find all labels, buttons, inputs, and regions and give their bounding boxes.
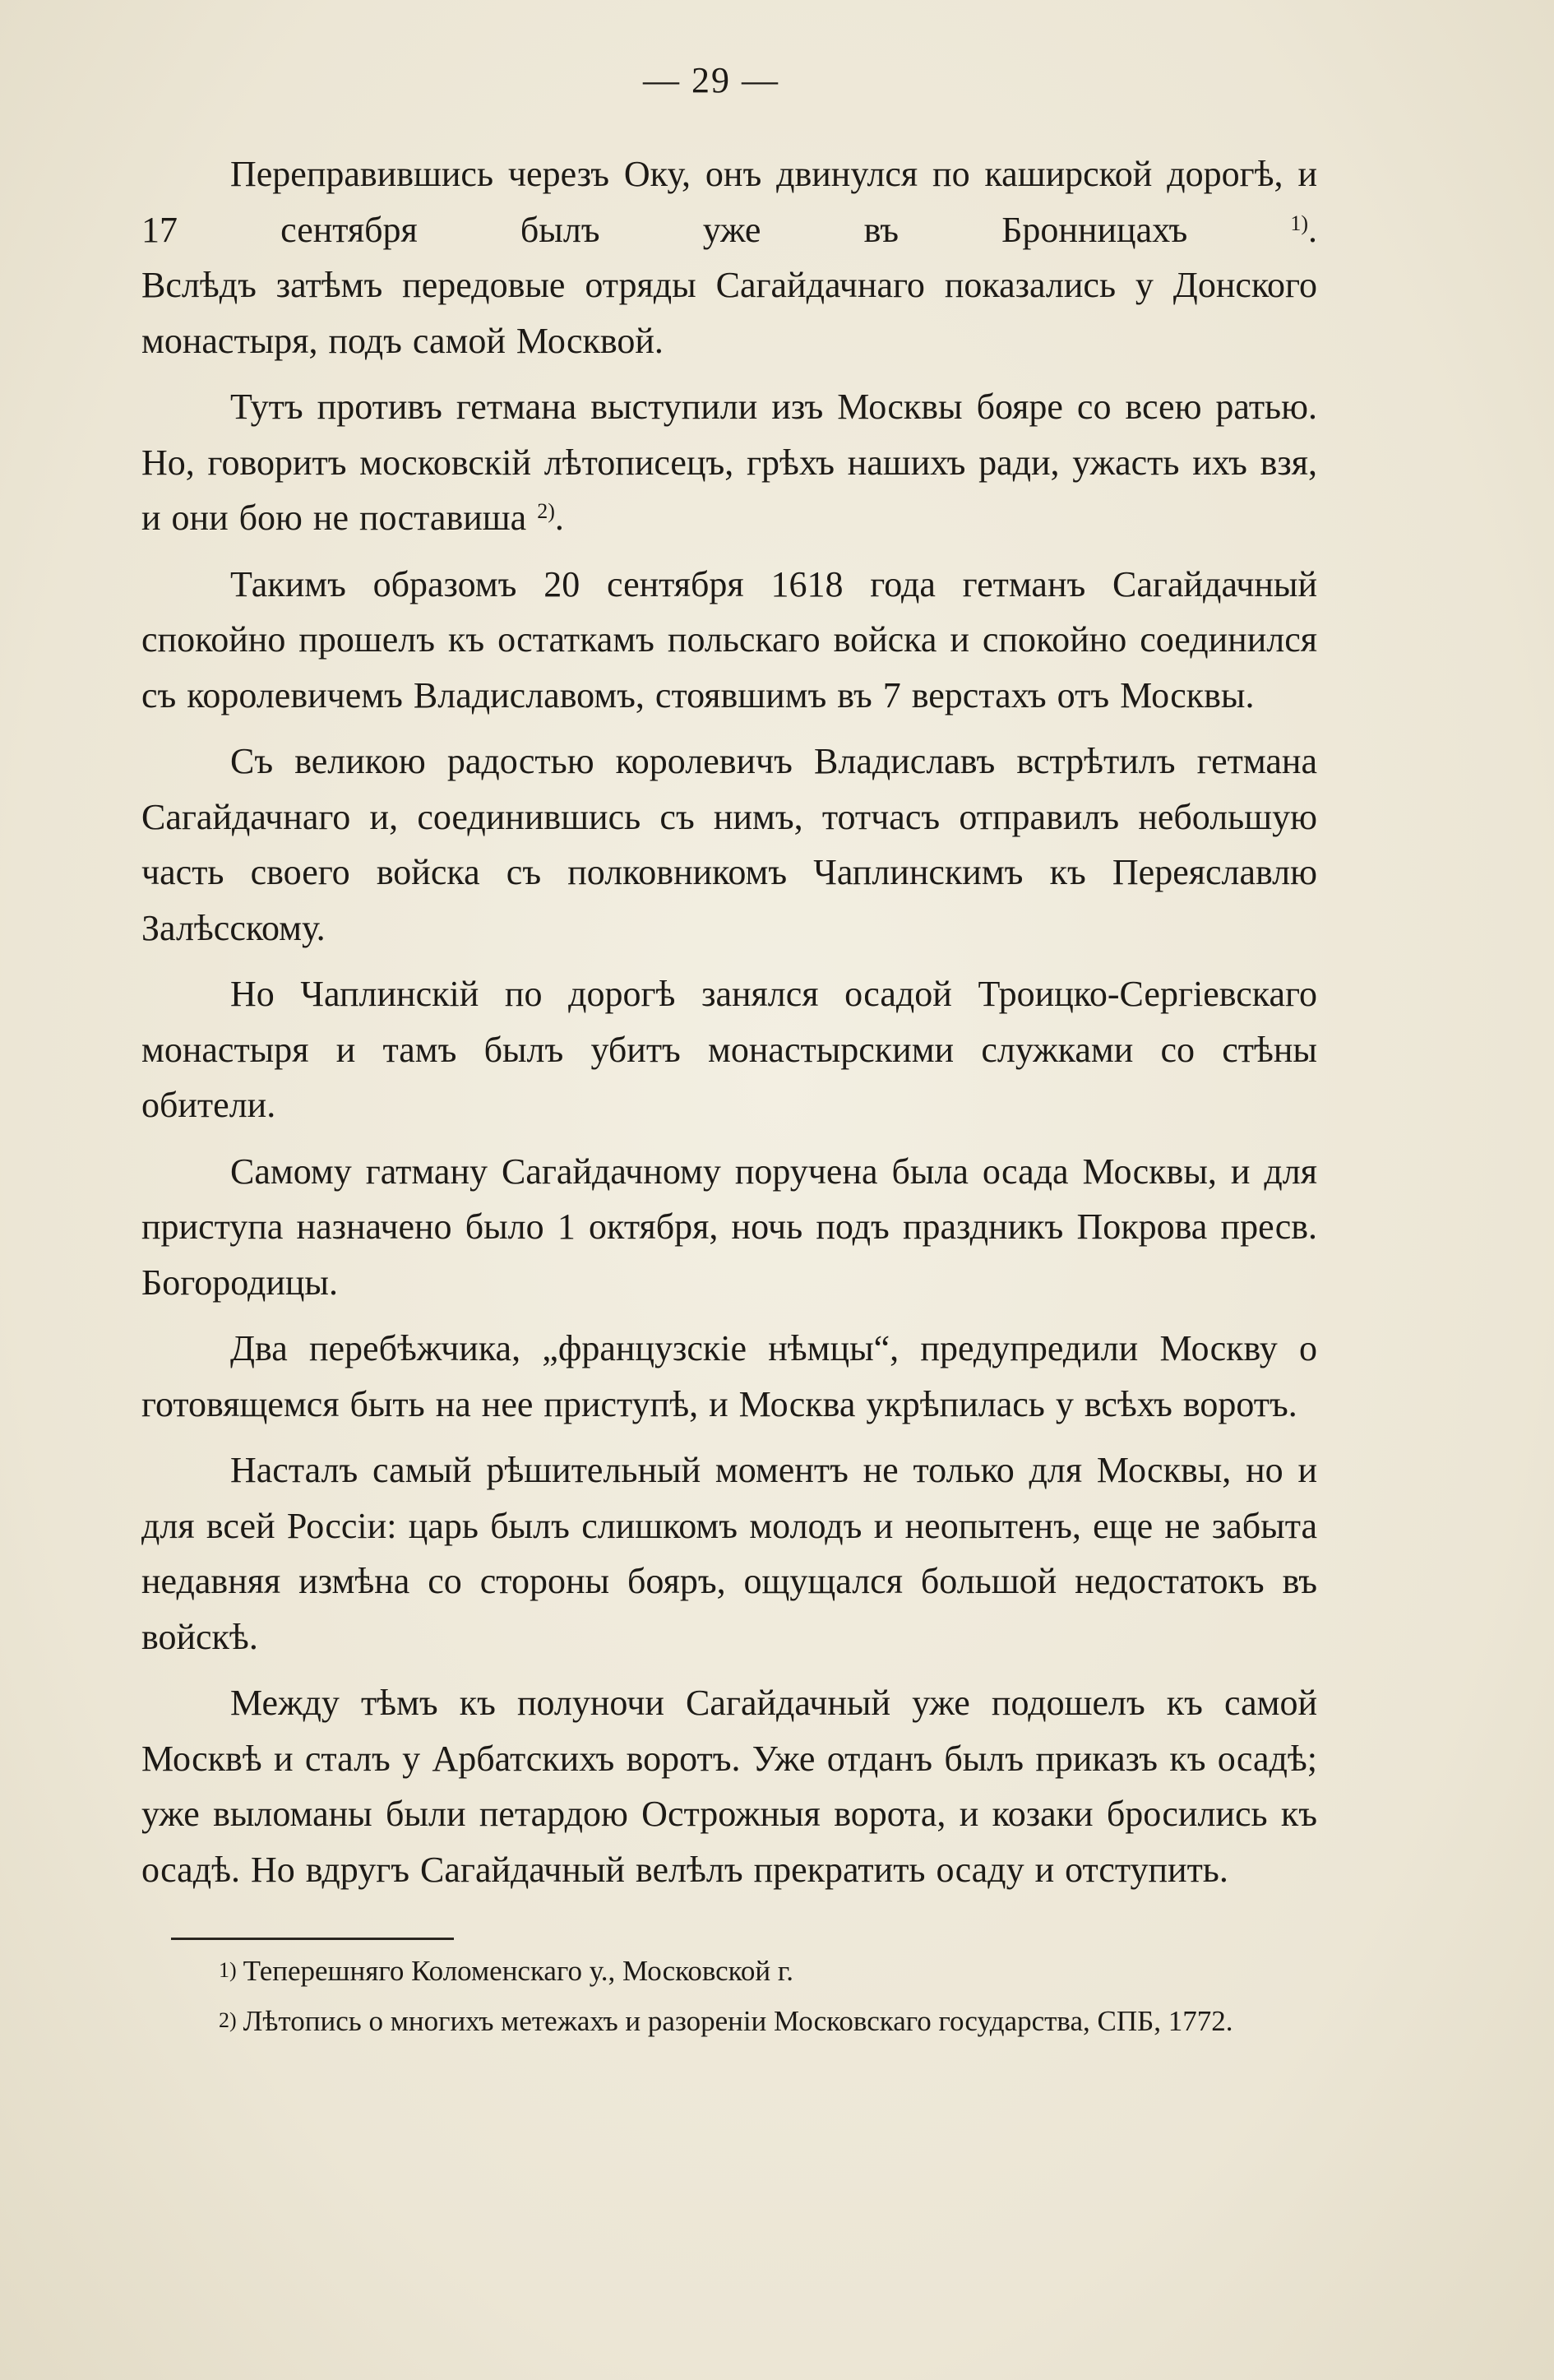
footnote-text: Лѣтопись о многихъ метежахъ и разореніи Московскаго государства, СПБ, 1772.: [243, 2005, 1233, 2037]
paragraph-text: Переправившись черезъ Оку, онъ двинулся по каширской дорогѣ, и 17 сентября былъ уже въ Бронницахъ: [141, 154, 1317, 250]
footnote-text: Теперешняго Коломенскаго у., Московской г.: [243, 1955, 794, 1987]
paragraph: Самому гатману Сагайдачному поручена была осада Москвы, и для приступа назначено было 1 октября, ночь подъ праздникъ Покрова пресв. Богородицы.: [141, 1151, 1317, 1303]
paragraph-tail: .: [1308, 209, 1317, 250]
paragraph-text: Тутъ противъ гетмана выступили изъ Москвы бояре со всею ратью. Но, говоритъ московскій лѣтописецъ, грѣхъ нашихъ ради, ужасть ихъ взя, и они бою не поставиша: [141, 387, 1317, 538]
footnotes: [141, 1947, 1317, 2048]
paragraph-text: Вслѣдъ затѣмъ передовые отряды Сагайдачнаго показались у Донского монастыря, подъ самой Москвой.: [141, 265, 1317, 361]
footnote: [141, 1947, 1317, 1998]
paragraph: Два перебѣжчика, „французскіе нѣмцы“, предупредили Москву о готовящемся быть на нее приступѣ, и Москва укрѣпилась у всѣхъ воротъ.: [141, 1328, 1317, 1424]
main-text: [141, 146, 1317, 1908]
page-number: — 29 —: [643, 60, 779, 100]
paragraph: [141, 146, 1317, 257]
footnote-ref: 2): [537, 499, 555, 523]
paragraph: Такимъ образомъ 20 сентября 1618 года гетманъ Сагайдачный спокойно прошелъ къ остаткамъ польскаго войска и спокойно соединился съ королевичемъ Владиславомъ, стоявшимъ въ 7 верстахъ отъ Москвы.: [141, 563, 1317, 715]
footnote-divider: [171, 1938, 454, 1940]
footnote-mark: 1): [219, 1958, 237, 1982]
paragraph: Между тѣмъ къ полуночи Сагайдачный уже подошелъ къ самой Москвѣ и сталъ у Арбатскихъ воротъ. Уже отданъ былъ приказъ къ осадѣ; уже выломаны были петардою Острожныя ворота, и козаки бросились къ осадѣ. Но вдругъ Сагайдачный велѣлъ прекратить осаду и отступить.: [141, 1683, 1317, 1890]
paragraph: Съ великою радостью королевичъ Владиславъ встрѣтилъ гетмана Сагайдачнаго и, соединившись съ нимъ, тотчасъ отправилъ небольшую часть своего войска съ полковникомъ Чаплинскимъ къ Переяславлю Залѣсскому.: [141, 741, 1317, 948]
footnote-mark: 2): [219, 2008, 237, 2032]
footnote-ref: 1): [1290, 211, 1308, 235]
paragraph-tail: .: [554, 498, 564, 538]
paragraph-continued: [141, 257, 1317, 368]
paragraph: [141, 379, 1317, 546]
paragraph: Насталъ самый рѣшительный моментъ не только для Москвы, но и для всей Россіи: царь былъ слишкомъ молодъ и неопытенъ, еще не забыта недавняя измѣна со стороны бояръ, ощущался большой недостатокъ въ войскѣ.: [141, 1450, 1317, 1657]
paragraph: Но Чаплинскій по дорогѣ занялся осадой Троицко-Сергіевскаго монастыря и тамъ былъ убитъ монастырскими служками со стѣны обители.: [141, 974, 1317, 1125]
footnote: [141, 1998, 1317, 2048]
